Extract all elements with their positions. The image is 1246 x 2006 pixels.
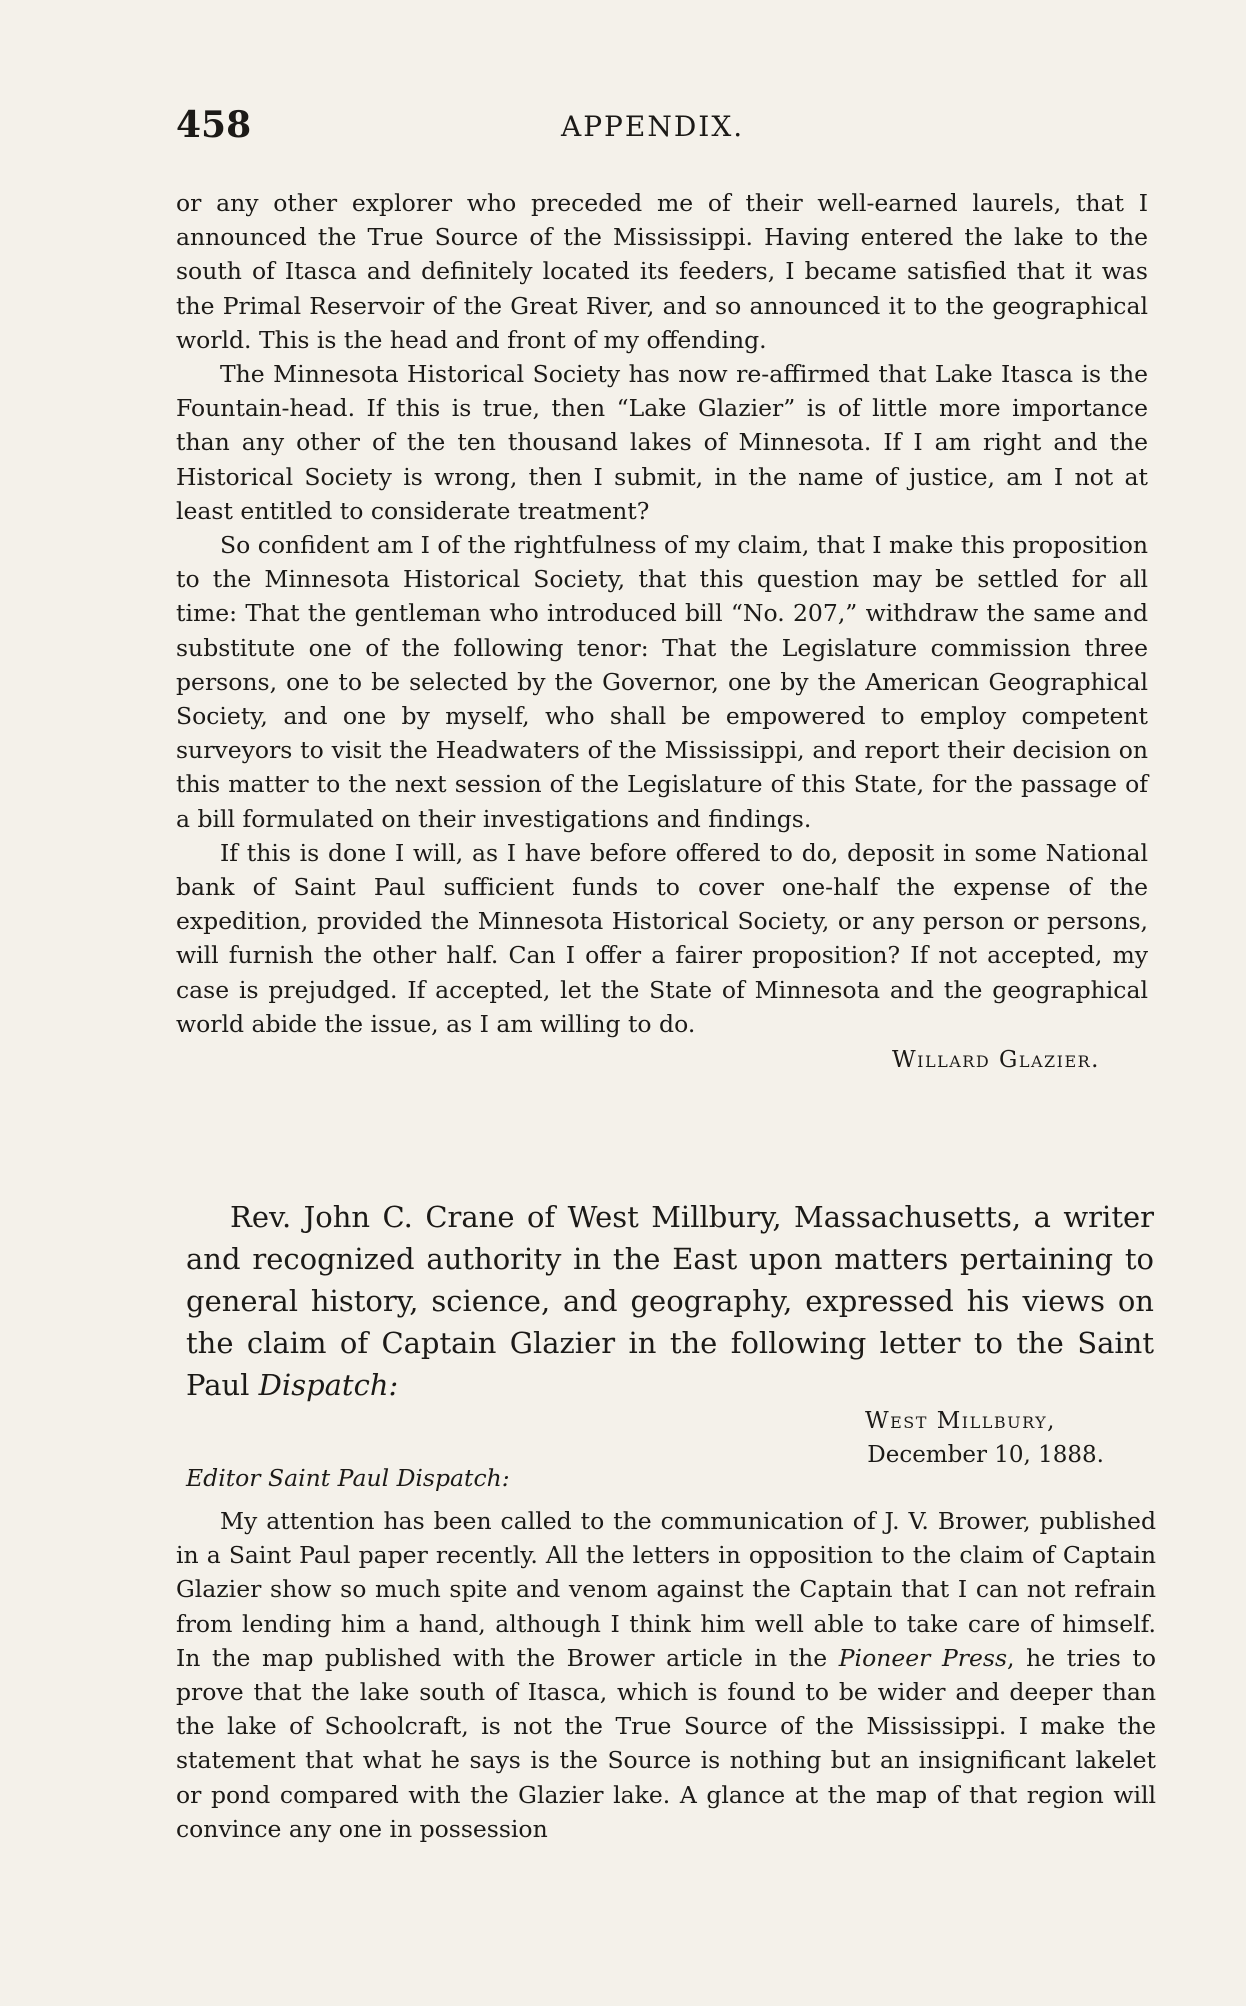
paragraph: or any other explorer who preceded me of their well-earned laurels, that I announced the True Source of the Mississippi. Having entered the lake to the south of Itasca and definitely located its feeders, I became satisfied that it was the Primal Reservoir of the Great River, and so announced it to the geographical world. This is the head and front of my offending. — [176, 189, 1148, 354]
dateline-place: West Millbury, — [864, 1408, 1056, 1434]
letter-text: My attention has been called to the communication of J. V. Brower, published in a Saint Paul paper recently. All the letters in opposition to the claim of Captain Glazier show so much spite and venom against the Captain that I can not refrain from lending him a hand, although I think him well able to take care of himself. In the map published with the Brower article in the — [176, 1507, 1156, 1672]
intro-text: Rev. John C. Crane of West Millbury, Massachusetts, a writer and recognized authority in the East upon matters pertaining to general history, science, and geography, expressed his views on the claim of Captain Glazier in the following letter to the Saint Paul — [186, 1200, 1154, 1402]
paragraph — [186, 1196, 1154, 1406]
crane-letter — [176, 1504, 1156, 1846]
paragraph — [176, 1504, 1156, 1846]
newspaper-title: Dispatch: — [258, 1368, 399, 1402]
dateline — [176, 1404, 1104, 1472]
page-number: 458 — [176, 104, 252, 146]
paragraph: If this is done I will, as I have before offered to do, deposit in some National bank of Saint Paul sufficient funds to cover one-half the expense of the expedition, provided the Minnesota Historical Society, or any person or persons, will furnish the other half. Can I offer a fairer proposition? If not accepted, my case is prejudged. If accepted, let the State of Minnesota and the geographical world abide the issue, as I am willing to do. — [176, 838, 1148, 1038]
crane-introduction — [186, 1196, 1154, 1406]
running-head — [176, 104, 1146, 148]
glazier-letter — [176, 186, 1148, 1077]
newspaper-title: Pioneer Press — [838, 1643, 1008, 1672]
dateline-date: December 10, 1888. — [867, 1442, 1104, 1468]
letter-text: , he tries to prove that the lake south of Itasca, which is found to be wider and deeper than the lake of Schoolcraft, is not the True Source of the Mississippi. I make the statement that what he says is the Source is nothing but an insignificant lakelet or pond compared with the Glazier lake. A glance at the map of that region will convince any one in possession — [176, 1643, 1156, 1843]
running-head-title: APPENDIX. — [561, 110, 745, 143]
signature: Willard Glazier. — [892, 1047, 1100, 1074]
paragraph: So confident am I of the rightfulness of my claim, that I make this proposition to the Minnesota Historical Society, that this question may be settled for all time: That the gentleman who introduced bill “No. 207,” withdraw the same and substitute one of the following tenor: That the Legislature commission three persons, one to be selected by the Governor, one by the American Geographical Society, and one by myself, who shall be empowered to employ competent surveyors to visit the Headwaters of the Mississippi, and report their decision on this matter to the next session of the Legislature of this State, for the passage of a bill formulated on their investigations and findings. — [176, 531, 1148, 833]
paragraph: The Minnesota Historical Society has now re-affirmed that Lake Itasca is the Fountain-head. If this is true, then “Lake Glazier” is of little more importance than any other of the ten thousand lakes of Minnesota. If I am right and the Historical Society is wrong, then I submit, in the name of justice, am I not at least entitled to considerate treatment? — [176, 360, 1148, 525]
salutation: Editor Saint Paul Dispatch: — [186, 1464, 510, 1492]
